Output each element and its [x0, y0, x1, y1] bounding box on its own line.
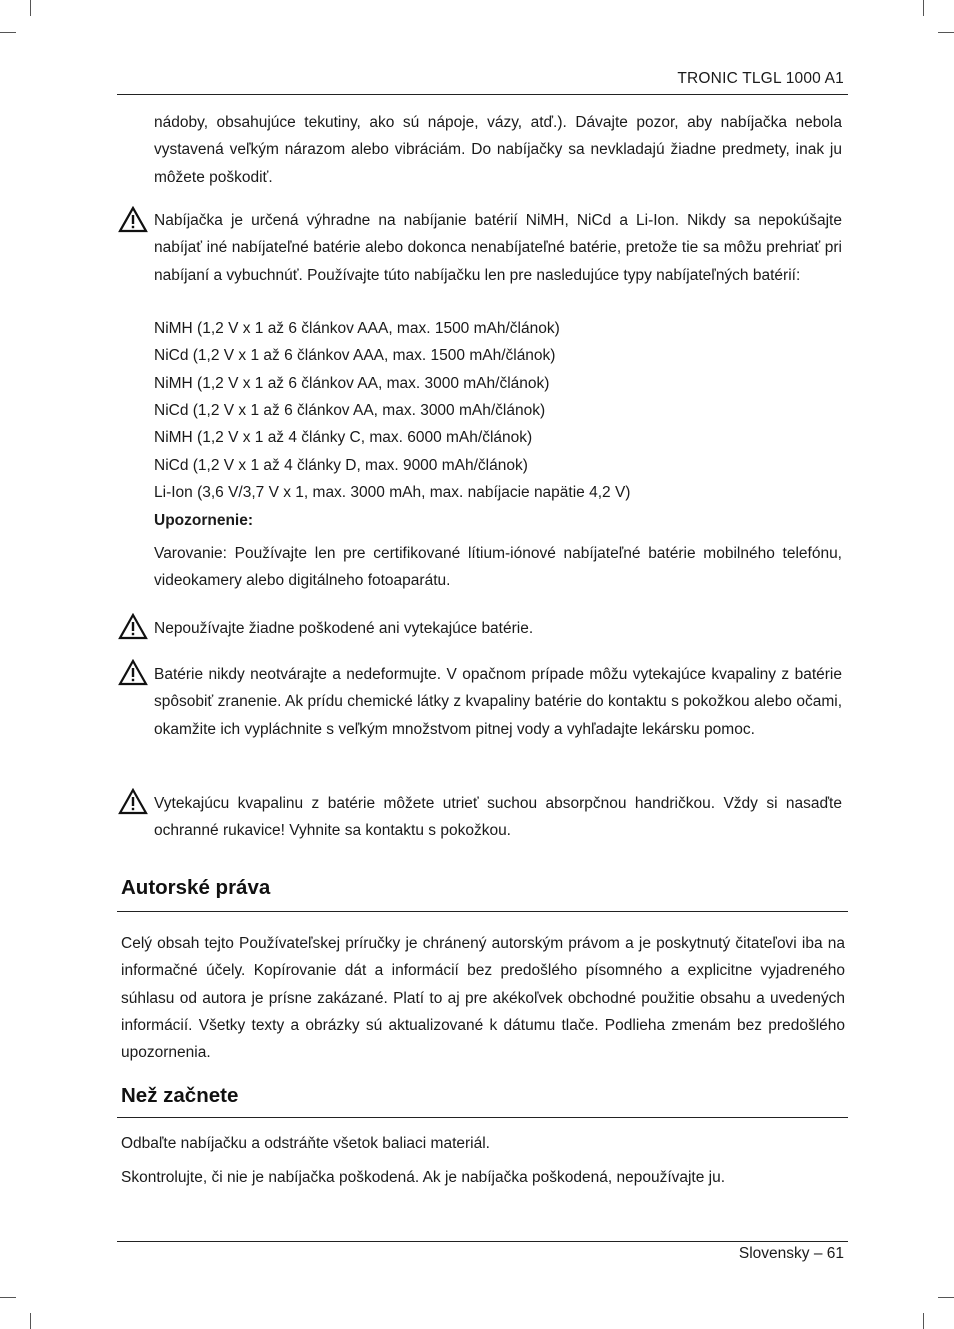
footer-page-label: Slovensky – 61: [738, 1245, 844, 1262]
instruction-item: Odbaľte nabíjačku a odstráňte všetok baliaci materiál.: [121, 1135, 490, 1152]
crop-mark: [30, 1313, 31, 1329]
crop-mark: [30, 0, 31, 16]
header-title: TRONIC TLGL 1000 A1: [677, 70, 844, 87]
section-rule: [117, 911, 848, 912]
battery-type-item: NiCd (1,2 V x 1 až 4 články D, max. 9000 mAh/článok): [154, 457, 528, 474]
warning1-paragraph: Nabíjačka je určená výhradne na nabíjanie batérií NiMH, NiCd a Li-Ion. Nikdy sa nepokúšajte nabíjať iné nabíjateľné batérie alebo dokonca nenabíjateľné batérie, pretože tie sa môžu prehriať pri nabíjaní a vybuchnúť. Používajte túto nabíjačku len pre nasledujúce typy nabíjateľných batérií:: [154, 212, 842, 284]
warning2-text: Nepoužívajte žiadne poškodené ani vytekajúce batérie.: [154, 620, 534, 637]
section-heading-before-start: Než začnete: [121, 1084, 239, 1107]
warning4-paragraph: Vytekajúcu kvapalinu z batérie môžete utrieť suchou absorpčnou handričkou. Vždy si nasaďte ochranné rukavice! Vyhnite sa kontaktu s pokožkou.: [154, 795, 842, 840]
section-rule: [117, 1117, 848, 1118]
crop-mark: [923, 1313, 924, 1329]
warning-triangle-icon: [118, 613, 148, 640]
crop-mark: [938, 1297, 954, 1298]
warning-triangle-icon: [118, 206, 148, 233]
footer-rule: [117, 1241, 848, 1242]
battery-type-item: NiMH (1,2 V x 1 až 4 články C, max. 6000 mAh/článok): [154, 429, 533, 446]
battery-type-item: NiCd (1,2 V x 1 až 6 článkov AAA, max. 1500 mAh/článok): [154, 347, 556, 364]
battery-type-item: NiMH (1,2 V x 1 až 6 článkov AAA, max. 1500 mAh/článok): [154, 320, 560, 337]
section-heading-copyright: Autorské práva: [121, 876, 271, 899]
note-label: Upozornenie:: [154, 512, 254, 529]
instruction-item: Skontrolujte, či nie je nabíjačka poškodená. Ak je nabíjačka poškodená, nepoužívajte ju.: [121, 1169, 726, 1186]
battery-type-item: Li-Ion (3,6 V/3,7 V x 1, max. 3000 mAh, max. nabíjacie napätie 4,2 V): [154, 484, 631, 501]
crop-mark: [923, 0, 924, 16]
crop-mark: [0, 32, 16, 33]
note-text: Varovanie: Používajte len pre certifikované lítium-iónové nabíjateľné batérie mobilného telefónu, videokamery alebo digitálneho fotoaparátu.: [154, 545, 842, 590]
warning-triangle-icon: [118, 788, 148, 815]
crop-mark: [0, 1297, 16, 1298]
warning3-paragraph: Batérie nikdy neotvárajte a nedeformujte. V opačnom prípade môžu vytekajúce kvapaliny z batérie spôsobiť zranenie. Ak prídu chemické látky z kvapaliny batérie do kontaktu s pokožkou alebo očami, okamžite ich vypláchnite s veľkým množstvom pitnej vody a vyhľadajte lekársku pomoc.: [154, 666, 842, 738]
battery-type-item: NiCd (1,2 V x 1 až 6 článkov AA, max. 3000 mAh/článok): [154, 402, 546, 419]
intro-paragraph: nádoby, obsahujúce tekutiny, ako sú nápoje, vázy, atď.). Dávajte pozor, aby nabíjačka nebola vystavená veľkým nárazom alebo vibráciám. Do nabíjačky sa nevkladajú žiadne predmety, inak ju môžete poškodiť.: [154, 114, 842, 186]
warning-triangle-icon: [118, 659, 148, 686]
header-rule: [117, 94, 848, 95]
crop-mark: [938, 32, 954, 33]
battery-type-item: NiMH (1,2 V x 1 až 6 článkov AA, max. 3000 mAh/článok): [154, 375, 550, 392]
copyright-paragraph: Celý obsah tejto Používateľskej príručky je chránený autorským právom a je poskytnutý čitateľovi iba na informačné účely. Kopírovanie dát a informácií bez predošlého písomného a explicitne vyjadreného súhlasu od autora je prísne zakázané. Platí to aj pre akékoľvek obchodné použitie obsahu a uvedených informácií. Všetky texty a obrázky sú aktualizované k dátumu tlače. Podlieha zmenám bez predošlého upozornenia.: [121, 935, 845, 1062]
